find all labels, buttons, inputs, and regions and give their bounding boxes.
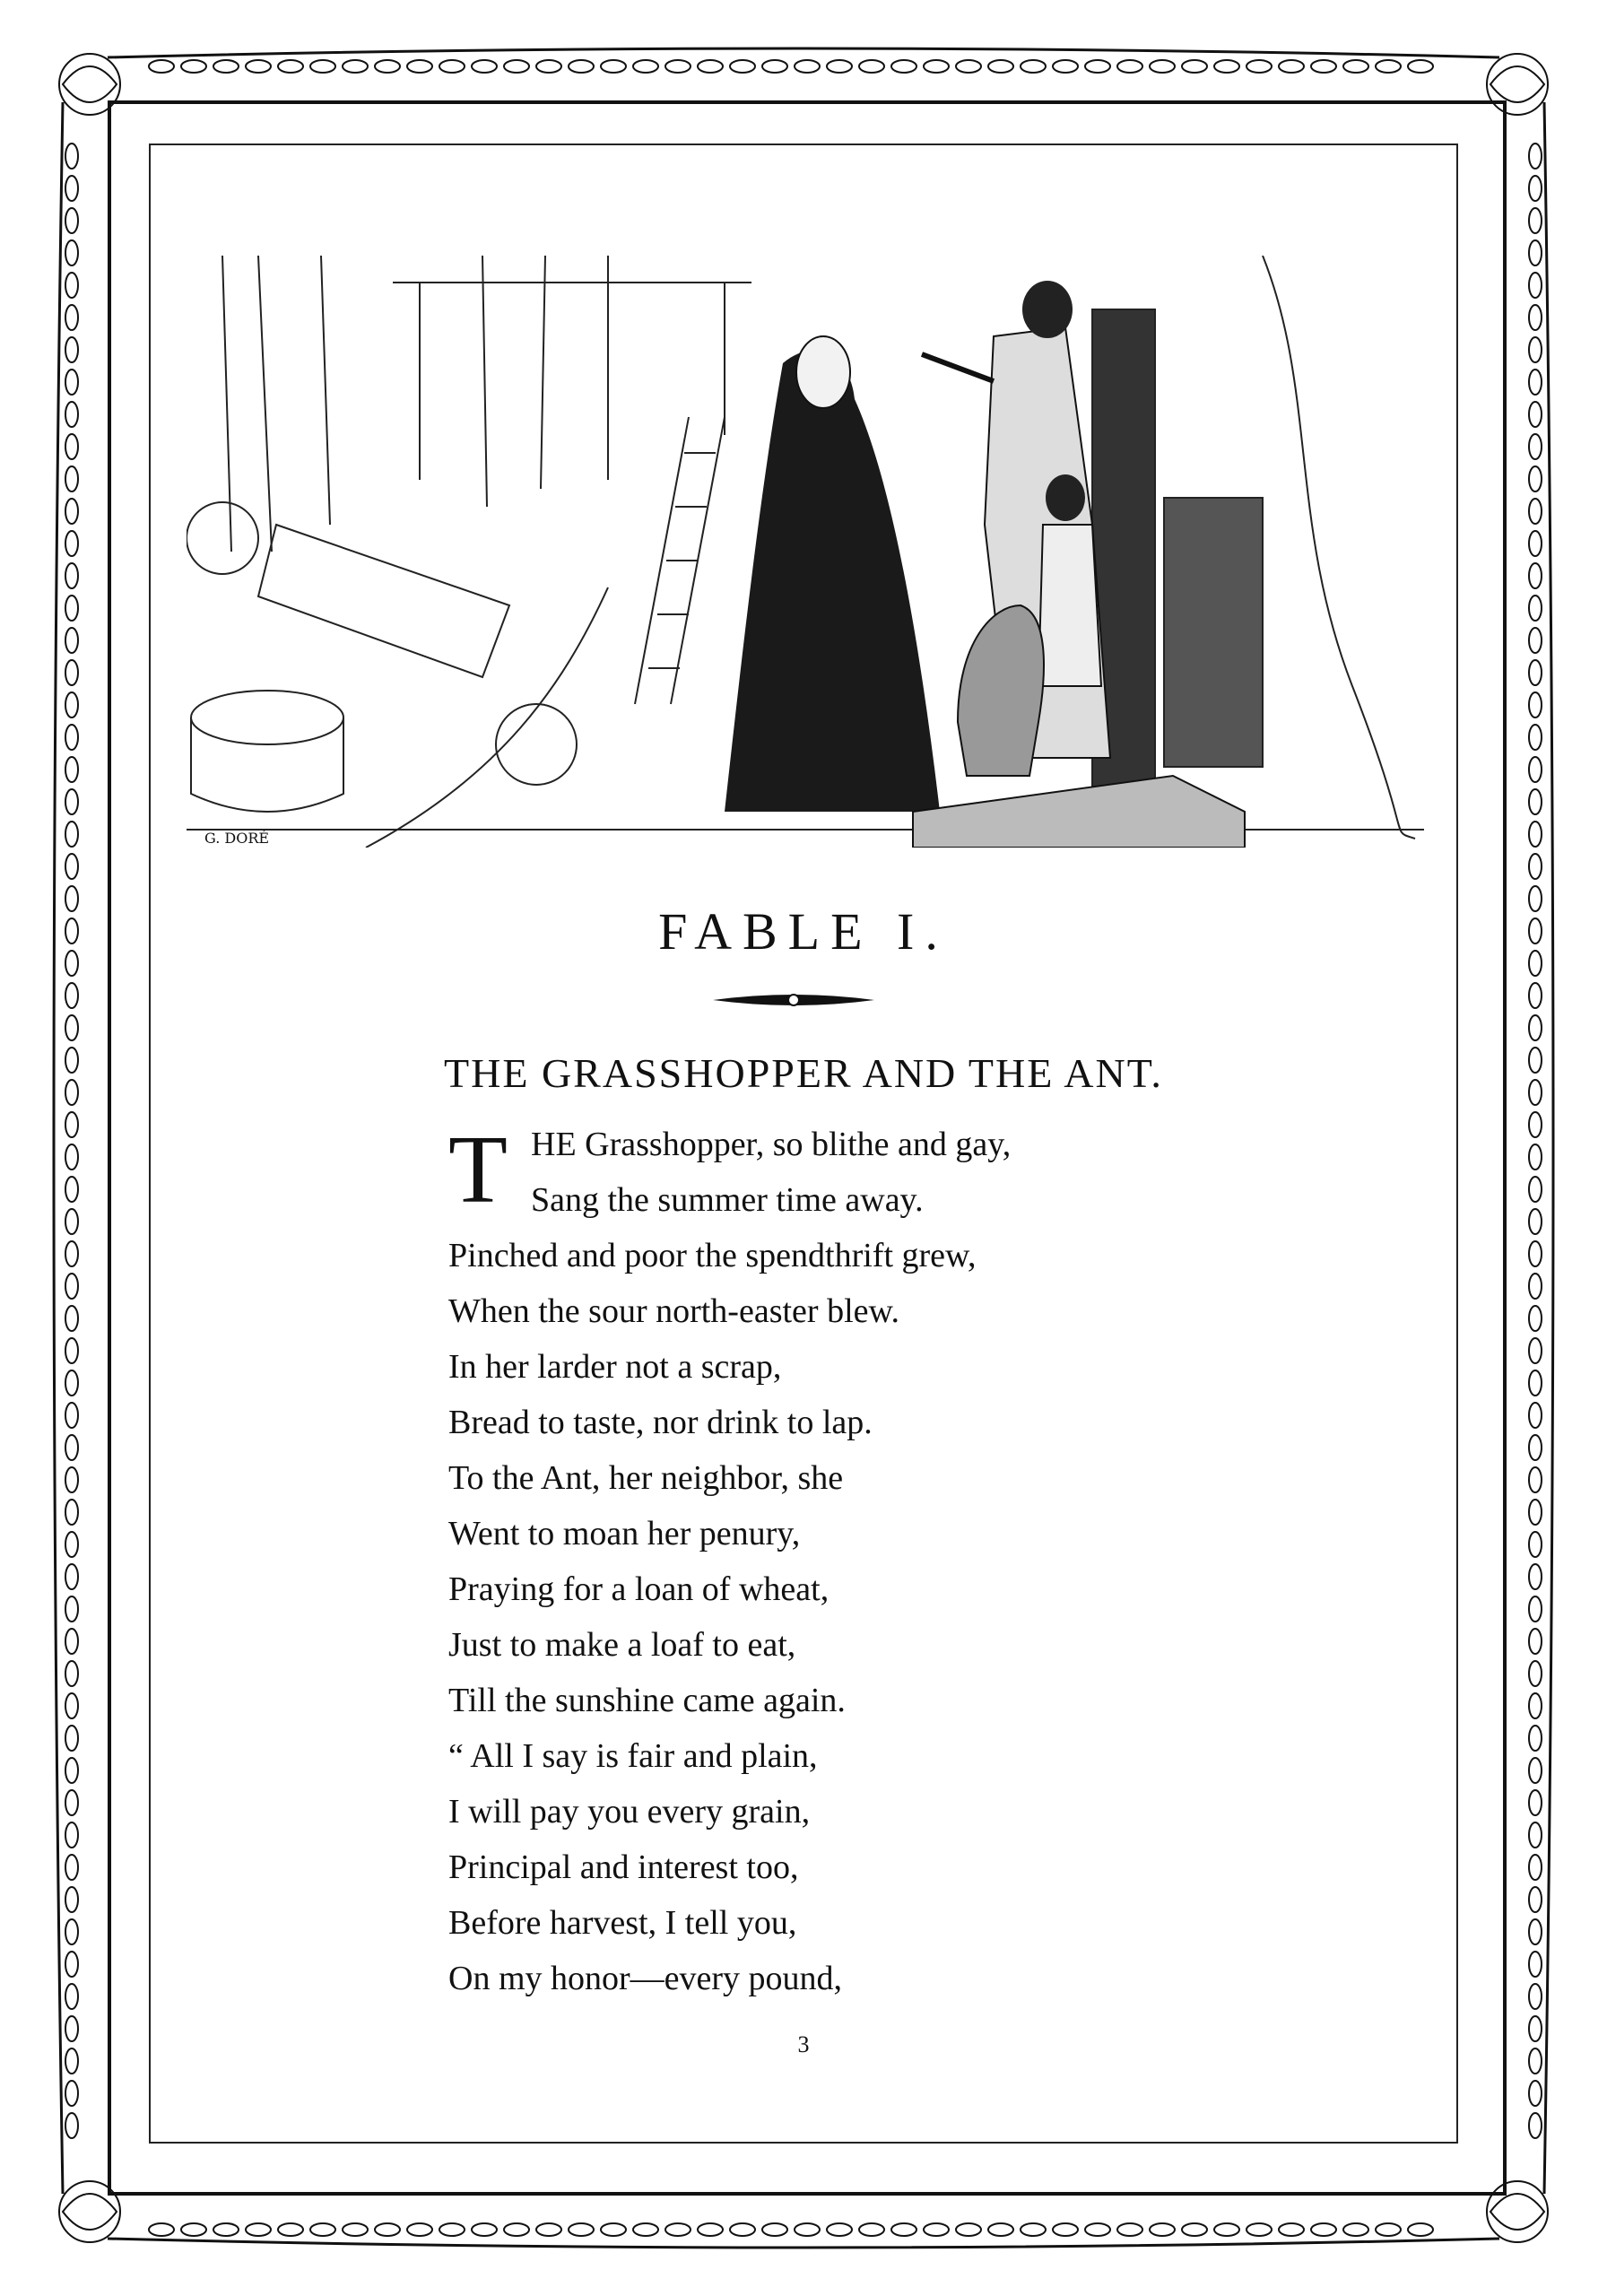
poem-line: Before harvest, I tell you,	[448, 1904, 797, 1942]
poem-line: Went to moan her penury,	[448, 1515, 801, 1552]
svg-text:G. DORÉ: G. DORÉ	[204, 830, 270, 847]
poem-line: In her larder not a scrap,	[448, 1348, 782, 1386]
poem-body	[448, 1117, 1345, 2006]
poem-line: “ All I say is fair and plain,	[448, 1737, 818, 1775]
poem-line: On my honor—every pound,	[448, 1960, 843, 1997]
poem-line: Praying for a loan of wheat,	[448, 1570, 830, 1608]
poem-line: When the sour north-easter blew.	[448, 1292, 899, 1330]
poem-line: Till the sunshine came again.	[448, 1682, 846, 1719]
fable-heading: FABLE I.	[658, 902, 949, 961]
drop-cap: T	[448, 1117, 508, 1223]
poem-line: Sang the summer time away.	[531, 1181, 924, 1219]
poem-line: Pinched and poor the spendthrift grew,	[448, 1237, 977, 1274]
page-number: 3	[797, 2031, 810, 2057]
fable-title: THE GRASSHOPPER AND THE ANT.	[444, 1050, 1163, 1096]
poem-line: Principal and interest too,	[448, 1848, 799, 1886]
fable-illustration	[187, 256, 1424, 848]
poem-line: Bread to taste, nor drink to lap.	[448, 1404, 873, 1441]
poem-line: Just to make a loaf to eat,	[448, 1626, 796, 1664]
poem-line: HE Grasshopper, so blithe and gay,	[531, 1126, 1012, 1163]
ornamental-divider	[713, 989, 874, 1011]
poem-line: To the Ant, her neighbor, she	[448, 1459, 844, 1497]
poem-line: I will pay you every grain,	[448, 1793, 811, 1831]
